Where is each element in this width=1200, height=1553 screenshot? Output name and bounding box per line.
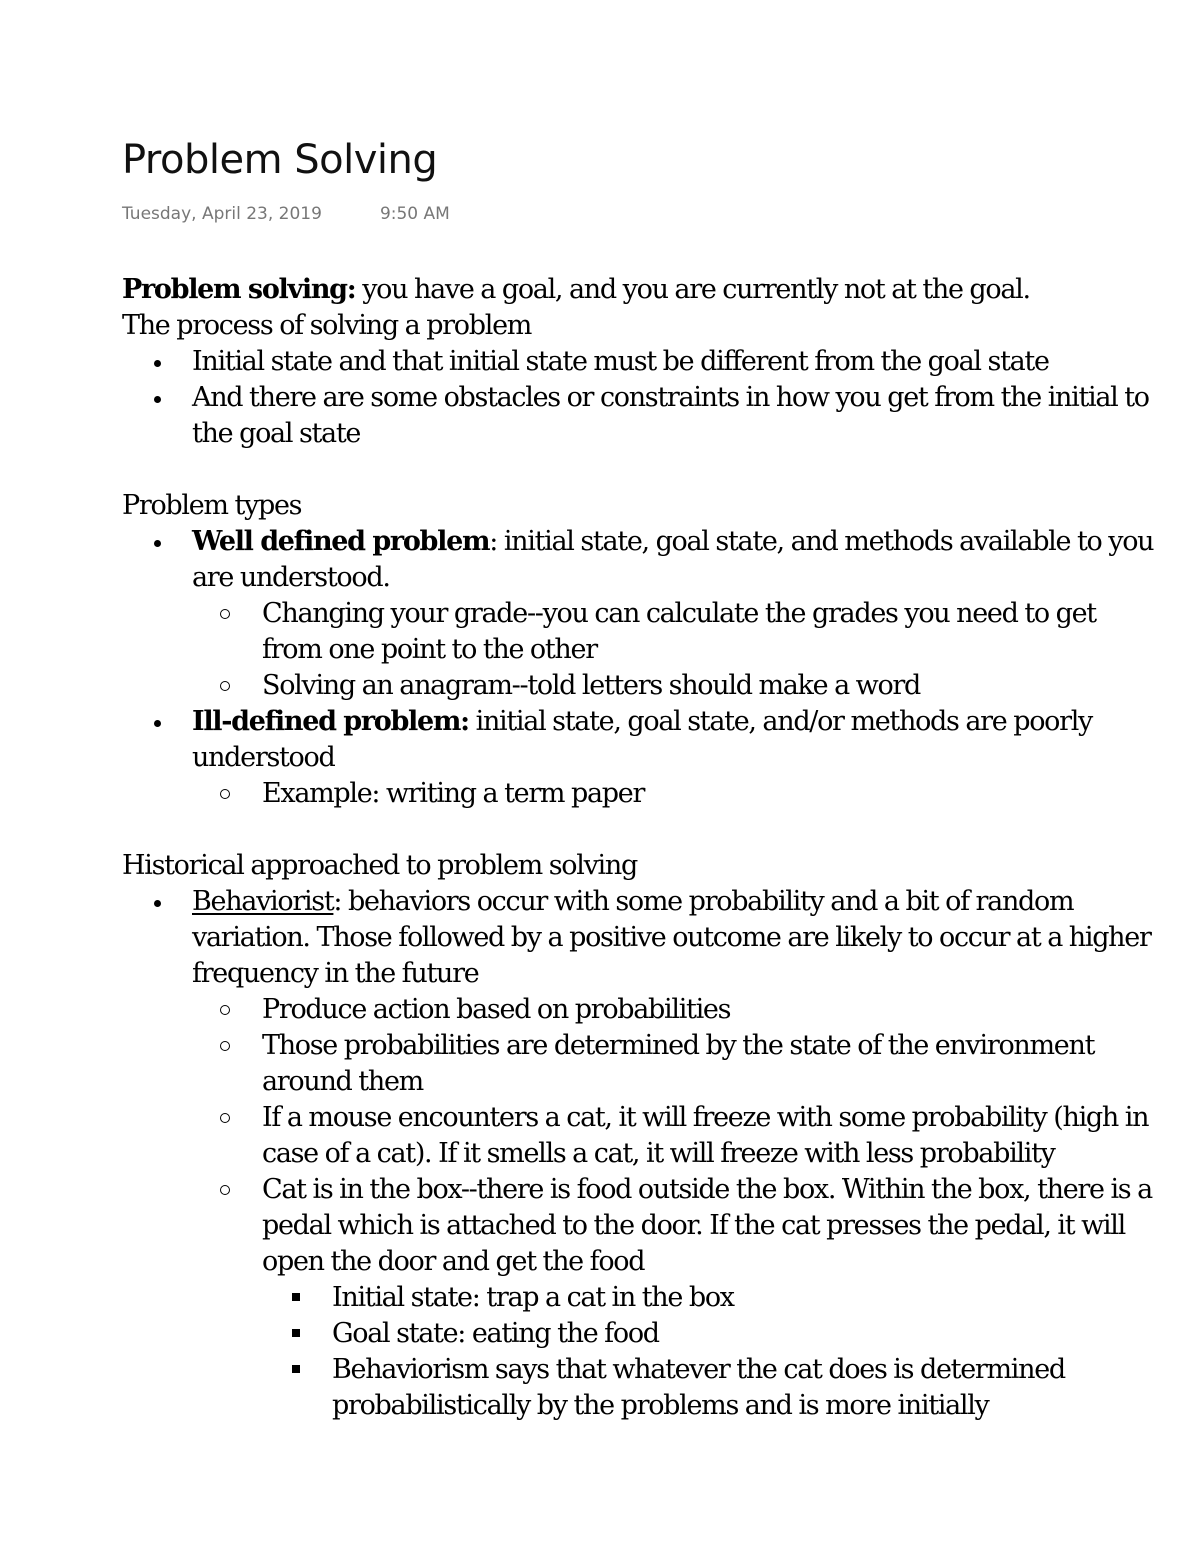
list-item: Initial state and that initial state must be different from the goal state bbox=[192, 346, 1049, 377]
list-item: Those probabilities are determined by the state of the environment around them bbox=[262, 1030, 1095, 1097]
list-item: Solving an anagram--told letters should make a word bbox=[262, 670, 921, 701]
list-item: Behaviorism says that whatever the cat does is determined probabilistically by the problems and is more initially bbox=[332, 1354, 1065, 1421]
note-time: 9:50 AM bbox=[379, 204, 450, 224]
list-item: Example: writing a term paper bbox=[262, 778, 645, 809]
types-heading: Problem types bbox=[122, 490, 302, 521]
list-item: Goal state: eating the food bbox=[332, 1318, 659, 1349]
history-list bbox=[122, 884, 1162, 1424]
list-item: Produce action based on probabilities bbox=[262, 994, 731, 1025]
intro-line: The process of solving a problem bbox=[122, 310, 532, 341]
intro-term: Problem solving: bbox=[122, 274, 356, 305]
list-item: Ill-defined problem: initial state, goal state, and/or methods are poorly understood Example: writing a term paper bbox=[122, 704, 1162, 812]
list-item: Initial state: trap a cat in the box bbox=[332, 1282, 734, 1313]
well-defined-term: Well defined problem bbox=[192, 526, 490, 557]
list-item: Changing your grade--you can calculate the grades you need to get from one point to the other bbox=[262, 598, 1096, 665]
list-item: If a mouse encounters a cat, it will freeze with some probability (high in case of a cat). If it smells a cat, it will freeze with less probability bbox=[262, 1102, 1149, 1169]
list-item: Behaviorist: behaviors occur with some probability and a bit of random variation. Those followed by a positive outcome are likely to occur at a higher frequency in the future Produce action based on probabilities Those probabilities are determined by the state of the environment around them If a mouse encounters a cat, it will freeze with some probability (high in case of a cat). If it smells a cat, it will freeze with less probability Cat is in the box--there is food outside the box. Within the box, there is a pedal which is attached to the door. If the cat presses the pedal, it will open the door and get the food Initial state: trap a cat in the box Goal state: eating the food Behaviorism says that whatever the cat does is determined probabilistically by the problems and is more initially bbox=[122, 884, 1162, 1424]
list-item: Cat is in the box--there is food outside the box. Within the box, there is a pedal which is attached to the door. If the cat presses the pedal, it will open the door and get the food Initial state: trap a cat in the box Goal state: eating the food Behaviorism says that whatever the cat does is determined probabilistically by the problems and is more initially bbox=[192, 1172, 1162, 1424]
note-date: Tuesday, April 23, 2019 bbox=[122, 204, 322, 224]
page-title: Problem Solving bbox=[122, 137, 438, 183]
ill-defined-term: Ill-defined problem: bbox=[192, 706, 469, 737]
behaviorist-term: Behaviorist bbox=[192, 886, 334, 917]
history-heading: Historical approached to problem solving bbox=[122, 850, 637, 881]
intro-list bbox=[122, 344, 1162, 452]
types-list bbox=[122, 524, 1162, 812]
note-meta bbox=[122, 200, 450, 228]
list-item: Well defined problem: initial state, goal state, and methods available to you are understood. Changing your grade--you can calculate the grades you need to get from one point to the other Solving an anagram--told letters should make a word bbox=[122, 524, 1162, 704]
list-item: And there are some obstacles or constraints in how you get from the initial to the goal state bbox=[192, 382, 1149, 449]
note-body bbox=[122, 272, 1162, 1436]
intro-definition: Problem solving: you have a goal, and you are currently not at the goal. bbox=[122, 274, 1030, 305]
